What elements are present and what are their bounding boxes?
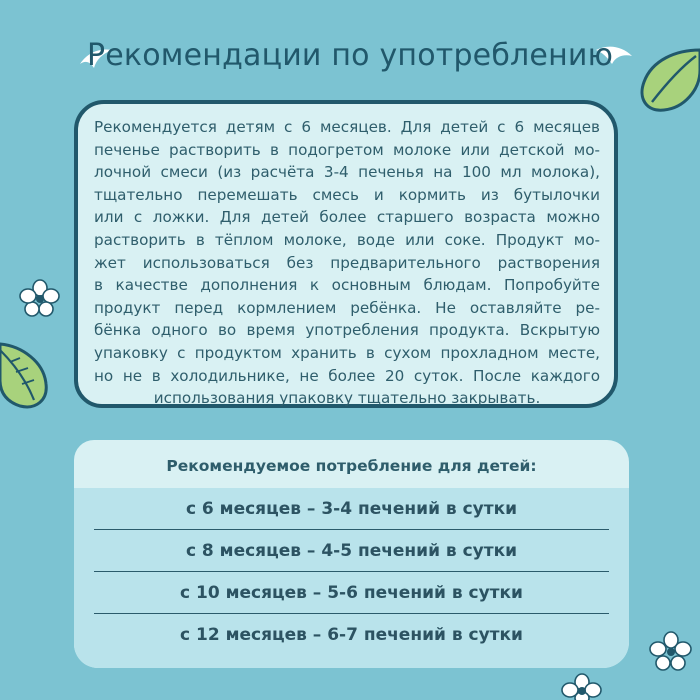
table-body [74,488,629,668]
instructions-card [74,100,618,408]
consumption-table [74,440,629,668]
table-row: с 8 месяцев – 4-5 печений в сутки [94,530,609,572]
leaf-icon [0,340,50,410]
instructions-line: упаковку с продуктом хранить в сухом прохладном месте, [94,343,600,362]
instructions-line: растворить в тёплом молоке, воде или соке. Продукт мо- [94,230,600,249]
table-row: с 10 месяцев – 5-6 печений в сутки [94,572,609,614]
instructions-line: бёнка одного во время употребления продукта. Вскрытую [94,321,600,340]
table-row: с 6 месяцев – 3-4 печений в сутки [94,488,609,530]
instructions-text [94,116,600,410]
flower-icon [18,278,62,318]
instructions-line: или с ложки. Для детей более старшего возраста можно [94,208,600,227]
instructions-line: использования упаковку тщательно закрывать. [153,389,541,408]
flower-icon [560,672,604,700]
instructions-line: лочной смеси (из расчёта 3-4 печенья на 100 мл молока), [94,163,600,182]
leaf-icon [630,44,700,116]
instructions-line: Рекомендуется детям с 6 месяцев. Для детей с 6 месяцев [94,118,600,136]
instructions-line: жет использоваться без предварительного растворения [94,253,600,272]
instructions-line: продукт перед кормлением ребёнка. Не оставляйте ре- [94,298,600,317]
table-row: с 12 месяцев – 6-7 печений в сутки [180,624,523,645]
instructions-line: но не в холодильнике, не более 20 суток. После каждого [94,366,600,385]
instructions-line: тщательно перемешать смесь и кормить из бутылочки [94,185,600,204]
flower-icon [648,630,694,672]
instructions-line: в качестве дополнения к основным блюдам. Попробуйте [94,276,600,295]
table-header: Рекомендуемое потребление для детей: [166,457,537,475]
page-title: Рекомендации по употреблению [86,38,614,73]
instructions-line: печенье растворить в подогретом молоке или детской мо- [94,140,600,159]
